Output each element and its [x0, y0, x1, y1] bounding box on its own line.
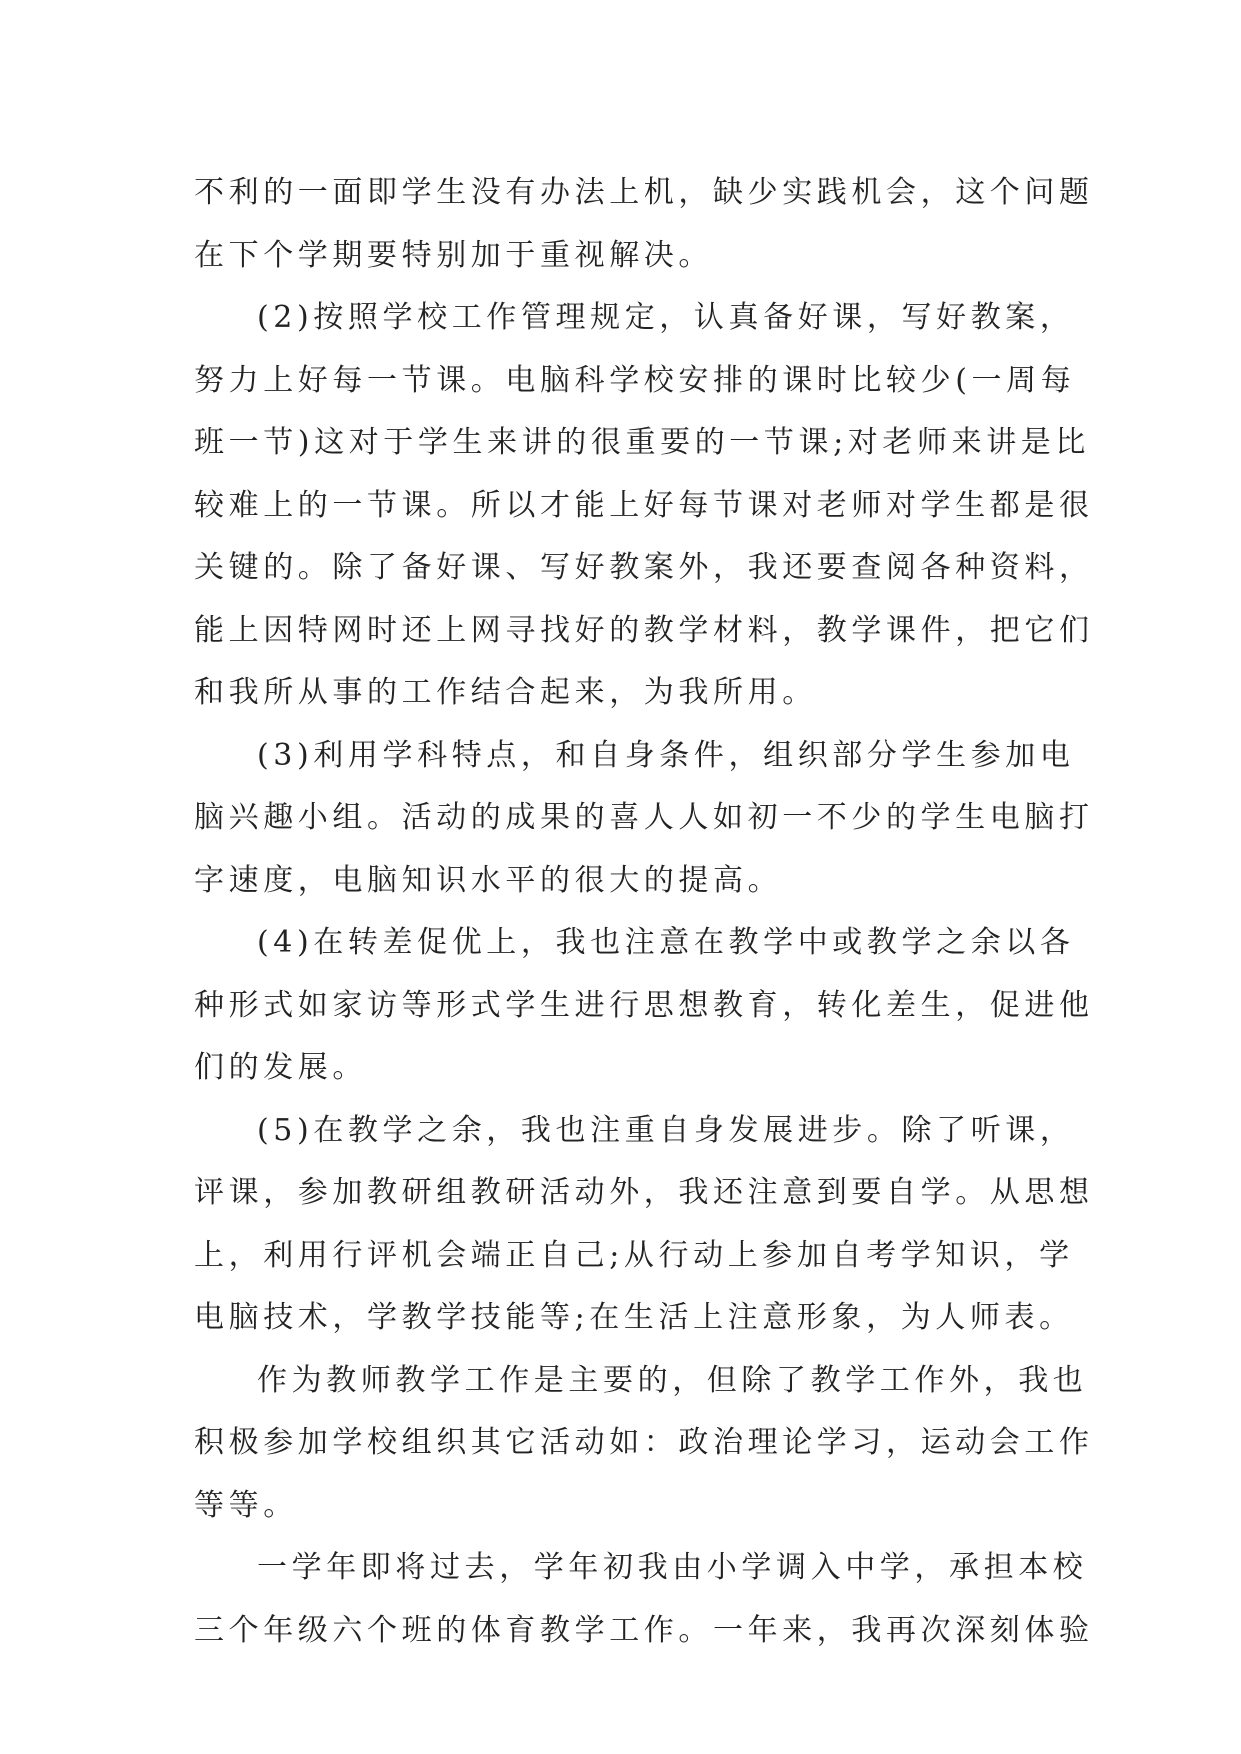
text-line: (5)在教学之余，我也注重自身发展进步。除了听课， — [257, 1112, 1075, 1148]
text-line: 脑兴趣小组。活动的成果的喜人人如初一不少的学生电脑打 — [194, 800, 1094, 835]
text-line: 积极参加学校组织其它活动如：政治理论学习，运动会工作 — [194, 1425, 1094, 1460]
text-line: 关键的。除了备好课、写好教案外，我还要查阅各种资料， — [194, 550, 1094, 585]
text-line: 三个年级六个班的体育教学工作。一年来，我再次深刻体验 — [194, 1612, 1094, 1648]
text-line: 们的发展。 — [194, 1050, 367, 1085]
document-body — [194, 162, 1094, 1662]
text-line: 上，利用行评机会端正自己;从行动上参加自考学知识，学 — [194, 1237, 1074, 1273]
text-line: 作为教师教学工作是主要的，但除了教学工作外，我也 — [257, 1362, 1088, 1398]
text-line: 电脑技术，学教学技能等;在生活上注意形象，为人师表。 — [194, 1300, 1074, 1335]
text-line: 能上因特网时还上网寻找好的教学材料，教学课件，把它们 — [194, 612, 1094, 648]
text-line: 在下个学期要特别加于重视解决。 — [194, 237, 713, 273]
text-line: (2)按照学校工作管理规定，认真备好课，写好教案， — [257, 300, 1075, 335]
text-line: 种形式如家访等形式学生进行思想教育，转化差生，促进他 — [194, 987, 1094, 1023]
text-line: (3)利用学科特点，和自身条件，组织部分学生参加电 — [257, 737, 1075, 773]
text-line: 字速度，电脑知识水平的很大的提高。 — [194, 862, 783, 898]
text-line: 不利的一面即学生没有办法上机，缺少实践机会，这个问题 — [194, 175, 1094, 210]
text-line: 和我所从事的工作结合起来，为我所用。 — [194, 675, 817, 710]
text-line: 一学年即将过去，学年初我由小学调入中学，承担本校 — [257, 1550, 1088, 1585]
text-line: 班一节)这对于学生来讲的很重要的一节课;对老师来讲是比 — [194, 425, 1091, 460]
text-line: 努力上好每一节课。电脑科学校安排的课时比较少(一周每 — [194, 362, 1076, 398]
text-line: 等等。 — [194, 1487, 298, 1523]
text-line: 评课，参加教研组教研活动外，我还注意到要自学。从思想 — [194, 1175, 1094, 1210]
text-line: (4)在转差促优上，我也注意在教学中或教学之余以各 — [257, 925, 1075, 960]
text-line: 较难上的一节课。所以才能上好每节课对老师对学生都是很 — [194, 487, 1094, 523]
